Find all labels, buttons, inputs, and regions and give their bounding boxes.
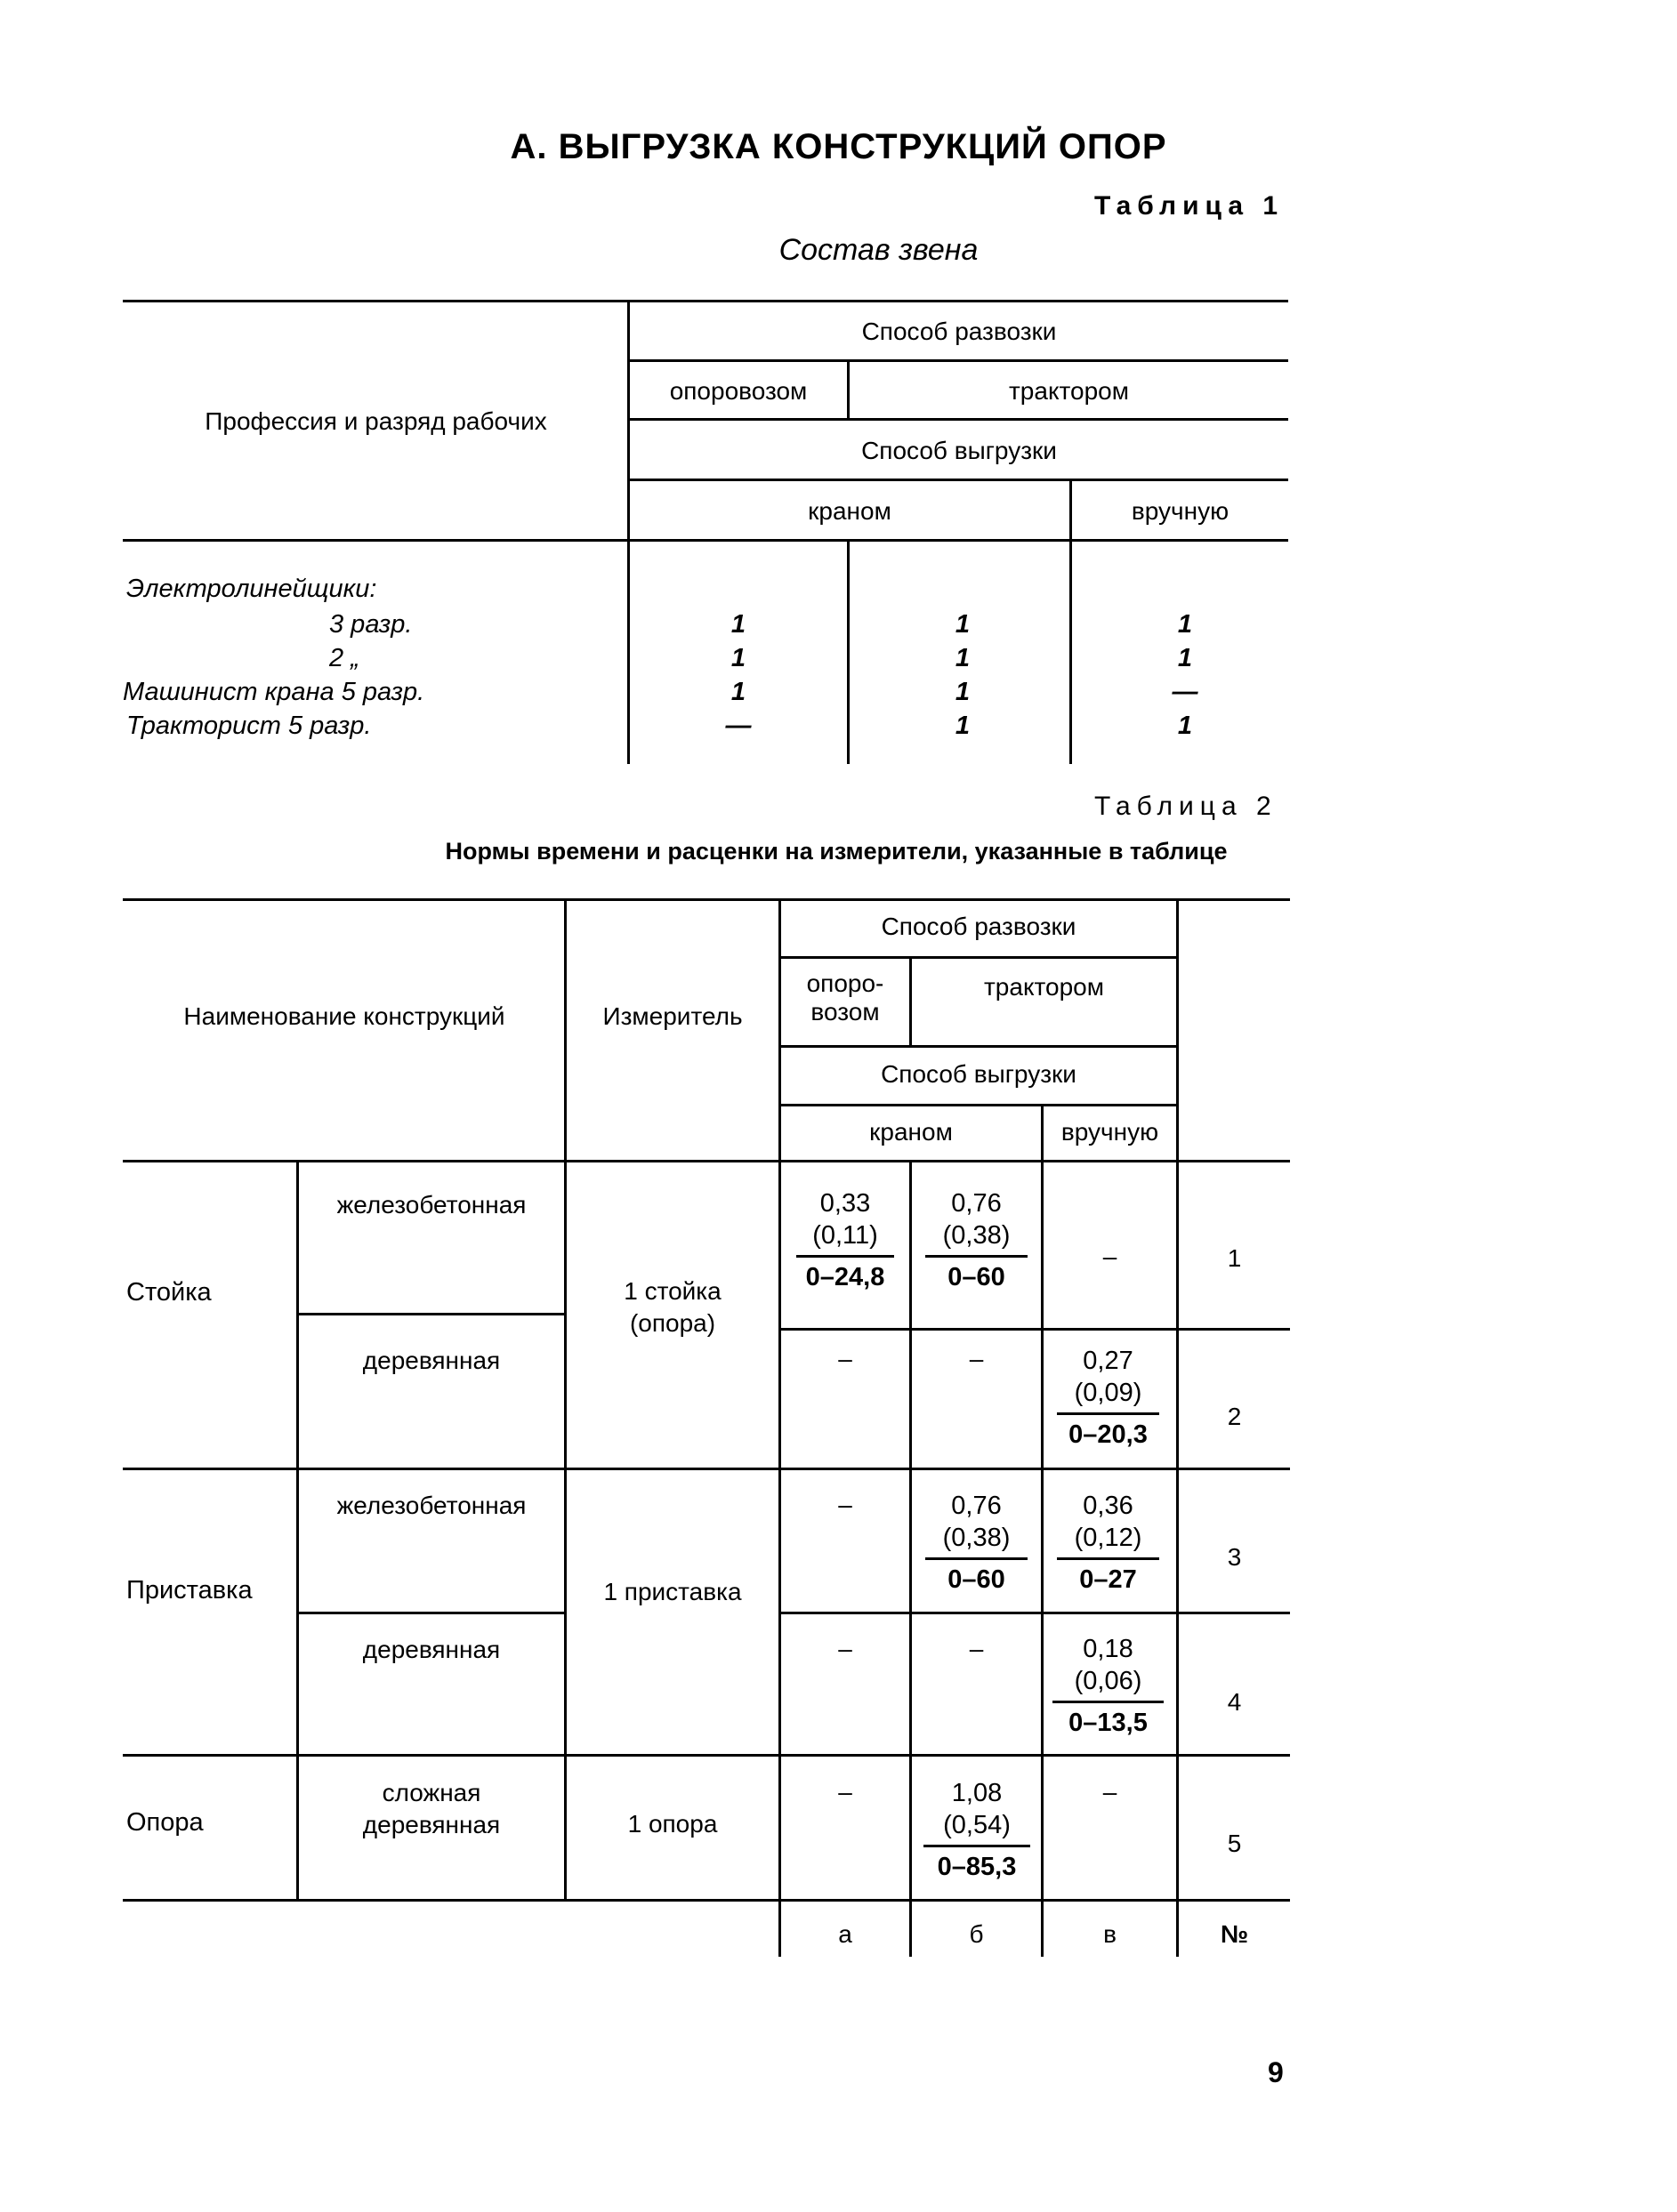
dash-cell: – — [838, 1491, 852, 1518]
row-number: 1 — [1227, 1244, 1242, 1272]
norm-fraction: 1,08 (0,54) 0–85,3 — [923, 1777, 1030, 1883]
row-name: Тракторист 5 разр. — [126, 712, 372, 740]
row-number: 5 — [1227, 1830, 1242, 1857]
subtype-cell: железобетонная — [336, 1492, 527, 1519]
column-letter: в — [1103, 1920, 1117, 1948]
cell-value: 1 — [1177, 712, 1193, 740]
subtype-cell: деревянная — [362, 1636, 501, 1663]
number-sign: № — [1220, 1920, 1249, 1948]
table2-title: Нормы времени и расценки на измерители, указанные в таблице — [445, 838, 1228, 865]
norm-fraction: 0,27 (0,09) 0–20,3 — [1057, 1345, 1159, 1451]
row-number: 2 — [1227, 1403, 1242, 1430]
unit-cell: 1 приставка — [603, 1578, 742, 1605]
dash-cell: – — [838, 1345, 852, 1372]
norm-fraction: 0,76 (0,38) 0–60 — [925, 1490, 1028, 1596]
unloading-method-header: Способ выгрузки — [881, 1060, 1076, 1088]
table1-label: Таблица 1 — [1094, 191, 1285, 221]
cell-value: 1 — [955, 644, 971, 672]
cell-value: — — [1172, 678, 1198, 706]
page-number: 9 — [1268, 2056, 1284, 2088]
by-tractor-header: трактором — [1008, 377, 1129, 405]
cell-value: — — [725, 712, 752, 740]
norm-fraction: 0,18 (0,06) 0–13,5 — [1052, 1633, 1164, 1739]
by-crane-header: краном — [869, 1118, 953, 1146]
dash-cell: – — [969, 1635, 984, 1662]
unloading-method-header: Способ выгрузки — [861, 437, 1057, 464]
name-header: Наименование конструкций — [183, 1002, 505, 1030]
unit-cell: 1 опора — [627, 1810, 718, 1838]
section-heading: А. ВЫГРУЗКА КОНСТРУКЦИЙ ОПОР — [510, 127, 1167, 166]
unit-header: Измеритель — [602, 1002, 743, 1030]
table2-label: Таблица 2 — [1094, 792, 1278, 821]
cell-value: 1 — [730, 610, 746, 639]
by-tractor-header: трактором — [983, 973, 1104, 1001]
row-number: 3 — [1227, 1543, 1242, 1571]
subtype-cell: деревянная — [362, 1347, 501, 1374]
dash-cell: – — [838, 1635, 852, 1662]
cell-value: 1 — [955, 712, 971, 740]
group-label: Электролинейщики: — [126, 575, 377, 603]
row-number: 4 — [1227, 1688, 1242, 1716]
transport-method-header: Способ развозки — [881, 913, 1076, 940]
norm-fraction: 0,36 (0,12) 0–27 — [1057, 1490, 1159, 1596]
row-name: Машинист крана 5 разр. — [123, 678, 425, 706]
by-support-carrier-header: опоро- возом — [806, 969, 884, 1026]
cell-value: 1 — [730, 678, 746, 706]
dash-cell: – — [1102, 1243, 1117, 1270]
group-name: Приставка — [126, 1576, 253, 1605]
table1-subtitle: Состав звена — [778, 233, 979, 267]
dash-cell: – — [838, 1778, 852, 1806]
cell-value: 1 — [730, 644, 746, 672]
dash-cell: – — [969, 1345, 984, 1372]
cell-value: 1 — [1177, 644, 1193, 672]
group-name: Стойка — [126, 1278, 212, 1307]
unit-cell: 1 стойка (опора) — [624, 1277, 722, 1337]
group-name: Опора — [126, 1808, 204, 1837]
profession-header: Профессия и разряд рабочих — [205, 407, 547, 435]
row-name: 2 „ — [329, 644, 359, 672]
transport-method-header: Способ развозки — [861, 318, 1057, 345]
column-letter: б — [969, 1920, 984, 1948]
subtype-cell: сложная деревянная — [362, 1779, 501, 1838]
norm-fraction: 0,76 (0,38) 0–60 — [925, 1187, 1028, 1293]
by-crane-header: краном — [808, 497, 891, 525]
column-letter: а — [838, 1920, 852, 1948]
row-name: 3 разр. — [329, 610, 413, 639]
dash-cell: – — [1102, 1778, 1117, 1806]
subtype-cell: железобетонная — [336, 1191, 527, 1219]
manually-header: вручную — [1131, 497, 1230, 525]
cell-value: 1 — [1177, 610, 1193, 639]
by-support-carrier-header: опоровозом — [669, 377, 808, 405]
cell-value: 1 — [955, 610, 971, 639]
manually-header: вручную — [1060, 1118, 1159, 1146]
norm-fraction: 0,33 (0,11) 0–24,8 — [796, 1187, 894, 1293]
cell-value: 1 — [955, 678, 971, 706]
